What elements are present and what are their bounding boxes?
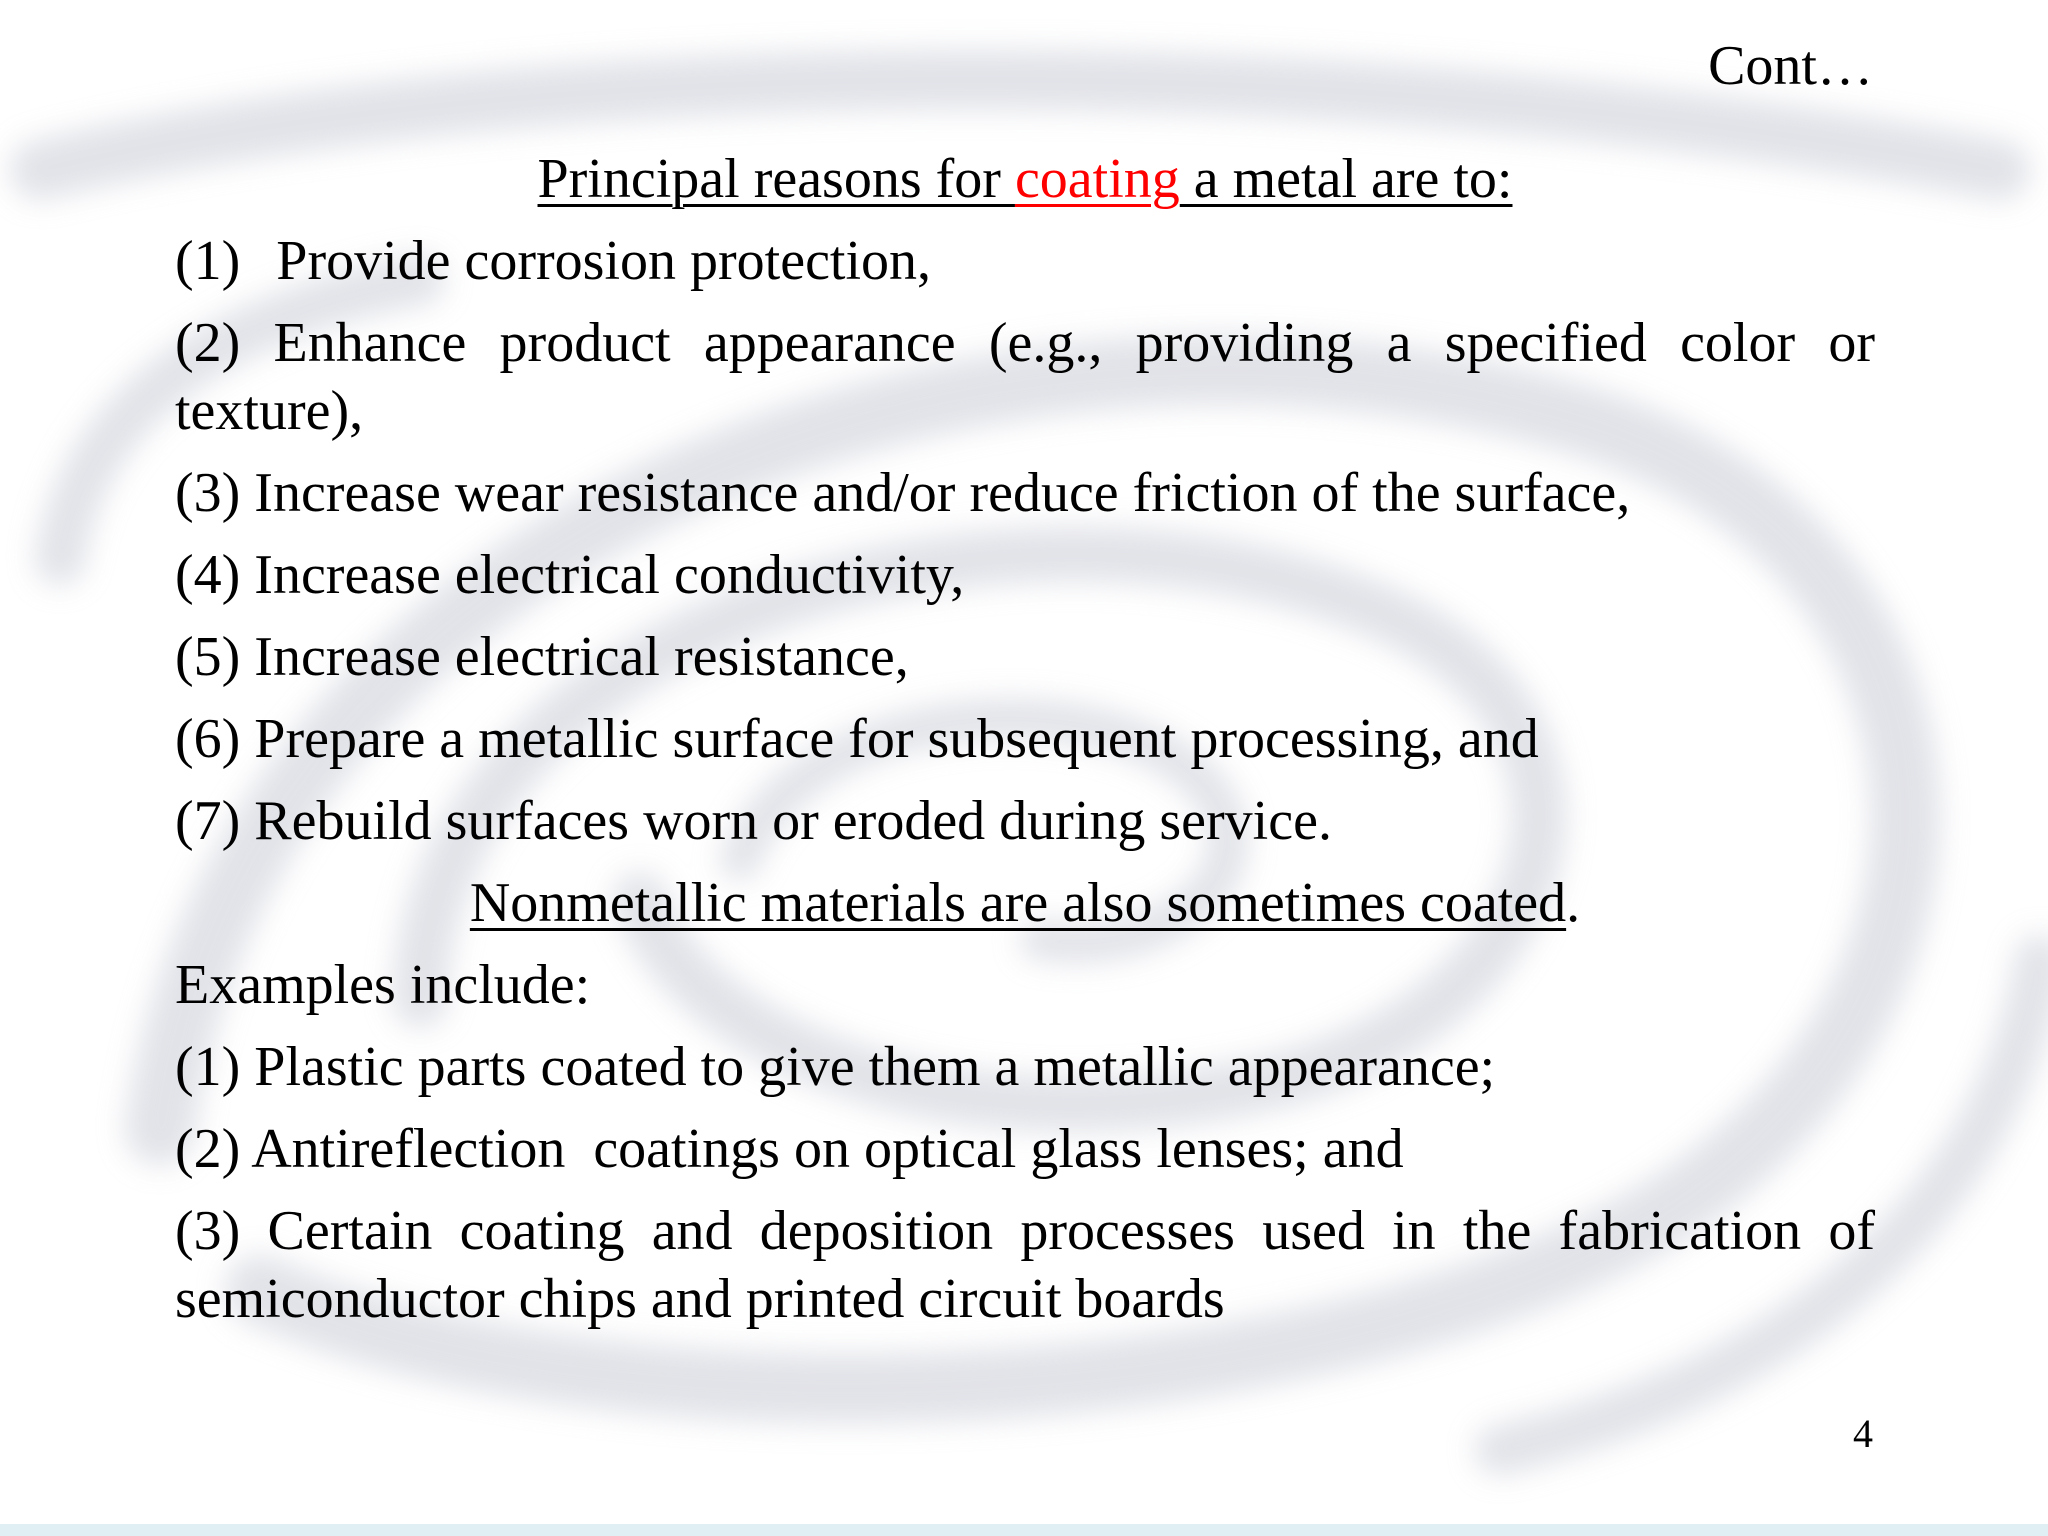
heading-before: Principal reasons for bbox=[537, 148, 1015, 210]
examples-intro: Examples include: bbox=[175, 954, 591, 1016]
subheading-trailing: . bbox=[1566, 872, 1581, 934]
reason-number: (3) bbox=[175, 462, 241, 524]
reason-item-5 bbox=[175, 623, 1875, 691]
reason-number: (4) bbox=[175, 544, 241, 606]
page-number: 4 bbox=[1853, 1411, 1873, 1456]
example-number: (1) bbox=[175, 1036, 241, 1098]
continuation-label: Cont… bbox=[1708, 35, 1873, 97]
reason-text: Prepare a metallic surface for subsequent processing, and bbox=[254, 708, 1539, 770]
reason-text: Enhance product appearance (e.g., providing a specified color or texture), bbox=[175, 312, 1876, 442]
example-item-2 bbox=[175, 1115, 1875, 1183]
reason-number: (6) bbox=[175, 708, 241, 770]
example-item-3 bbox=[175, 1197, 1875, 1333]
reason-number: (2) bbox=[175, 312, 241, 374]
reason-number: (7) bbox=[175, 790, 241, 852]
reason-item-1 bbox=[175, 227, 1875, 295]
reason-number: (5) bbox=[175, 626, 241, 688]
reason-text: Rebuild surfaces worn or eroded during service. bbox=[254, 790, 1332, 852]
subheading-text: Nonmetallic materials are also sometimes coated bbox=[469, 872, 1567, 934]
example-number: (2) bbox=[175, 1118, 241, 1180]
reason-text: Increase electrical conductivity, bbox=[254, 544, 965, 606]
reason-number: (1) bbox=[175, 230, 241, 292]
heading-after: a metal are to: bbox=[1179, 148, 1513, 210]
example-number: (3) bbox=[175, 1200, 241, 1262]
reason-text: Provide corrosion protection, bbox=[276, 230, 932, 292]
reason-item-2 bbox=[175, 309, 1875, 445]
heading-highlight: coating bbox=[1014, 148, 1180, 210]
example-text: Certain coating and deposition processes used in the fabrication of semiconductor chips and printed circuit boards bbox=[175, 1200, 1875, 1330]
example-text: Plastic parts coated to give them a metallic appearance; bbox=[254, 1036, 1496, 1098]
reason-text: Increase electrical resistance, bbox=[254, 626, 909, 688]
example-item-1 bbox=[175, 1033, 1875, 1101]
heading bbox=[175, 145, 1875, 213]
example-text: Antireflection coatings on optical glass lenses; and bbox=[251, 1118, 1404, 1180]
reason-item-7 bbox=[175, 787, 1875, 855]
reason-text: Increase wear resistance and/or reduce friction of the surface, bbox=[254, 462, 1631, 524]
reason-item-6 bbox=[175, 705, 1875, 773]
reason-item-3 bbox=[175, 459, 1875, 527]
reason-item-4 bbox=[175, 541, 1875, 609]
subheading bbox=[175, 869, 1875, 937]
slide-body bbox=[175, 145, 1875, 1347]
